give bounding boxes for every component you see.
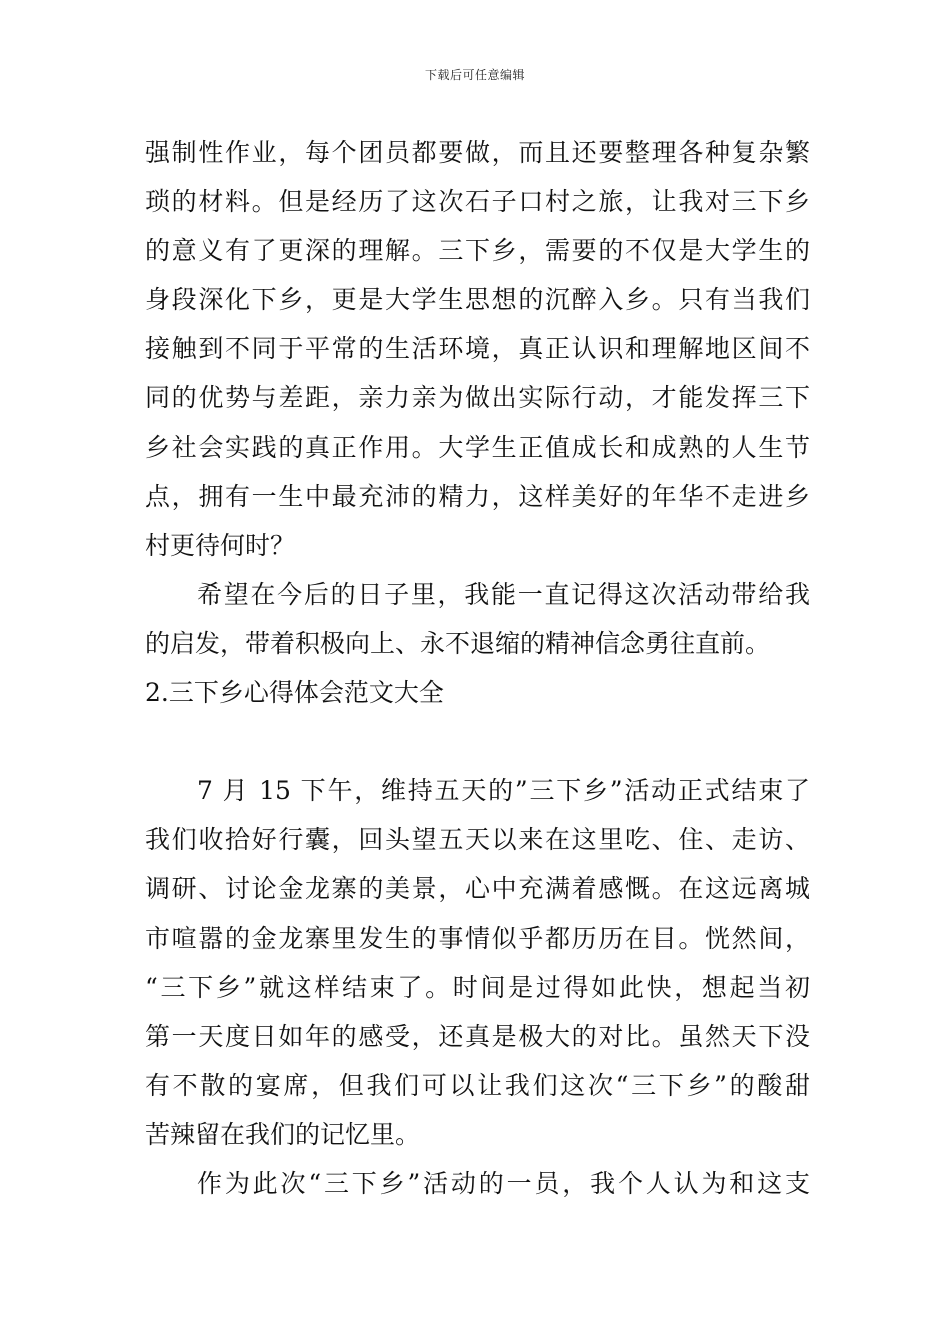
text-line: 苦辣留在我们的记忆里。 — [145, 1119, 421, 1149]
text-line: “三下乡”就这样结束了。时间是过得如此快，想起当初 — [145, 972, 810, 1002]
text-line: 第一天度日如年的感受，还真是极大的对比。虽然天下没 — [145, 1021, 810, 1051]
text-line: 调研、讨论金龙寨的美景，心中充满着感慨。在这远离城 — [145, 874, 810, 904]
text-line: 接触到不同于平常的生活环境，真正认识和理解地区间不 — [145, 334, 810, 364]
section-heading: 2.三下乡心得体会范文大全 — [145, 678, 444, 708]
blank-line — [145, 717, 810, 766]
text-line: 强制性作业，每个团员都要做，而且还要整理各种复杂繁 — [145, 138, 810, 167]
page-header: 下载后可任意编辑 — [424, 68, 525, 82]
text-line: 市喧嚣的金龙寨里发生的事情似乎都历历在目。恍然间， — [145, 923, 810, 953]
text-line: 乡社会实践的真正作用。大学生正值成长和成熟的人生节 — [145, 432, 810, 462]
text-line: 我们收拾好行囊，回头望五天以来在这里吃、住、走访、 — [145, 825, 810, 855]
text-line: 同的优势与差距，亲力亲为做出实际行动，才能发挥三下 — [145, 383, 810, 413]
text-line: 有不散的宴席，但我们可以让我们这次“三下乡”的酸甜 — [145, 1070, 810, 1100]
text-line: 作为此次“三下乡”活动的一员，我个人认为和这支 — [197, 1168, 810, 1198]
text-line: 身段深化下乡，更是大学生思想的沉醉入乡。只有当我们 — [145, 285, 810, 315]
text-line: 的意义有了更深的理解。三下乡，需要的不仅是大学生的 — [145, 236, 810, 266]
document-body — [145, 128, 810, 1208]
text-line: 希望在今后的日子里，我能一直记得这次活动带给我 — [197, 579, 810, 609]
text-line: 村更待何时？ — [145, 530, 296, 560]
text-line: 的启发，带着积极向上、永不退缩的精神信念勇往直前。 — [145, 628, 771, 658]
text-line: 7 月 15 下午，维持五天的”三下乡”活动正式结束了 — [197, 776, 810, 806]
text-line: 琐的材料。但是经历了这次石子口村之旅，让我对三下乡 — [145, 187, 810, 217]
text-line: 点，拥有一生中最充沛的精力，这样美好的年华不走进乡 — [145, 481, 810, 511]
